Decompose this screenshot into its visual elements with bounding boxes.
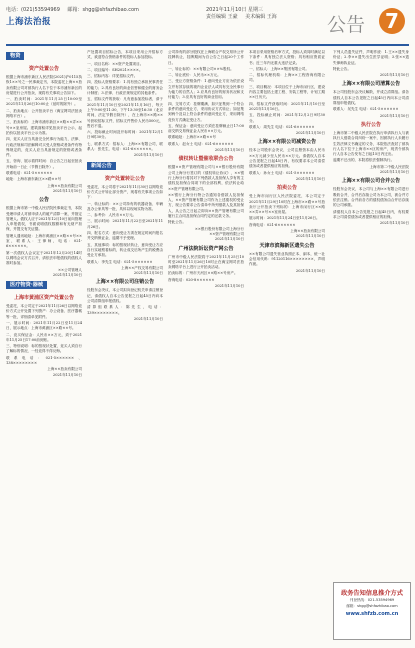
notice-signature: 上海××拍卖有限公司 2021年11月10日 bbox=[47, 367, 82, 377]
notice-paragraph: 联系电话：021-5××××××、138×××××××× bbox=[6, 355, 82, 366]
notice-signature: 2021年11月10日 bbox=[214, 283, 244, 288]
notice-paragraph: 联系人：赵女士 电话：021-6×××××× bbox=[168, 141, 234, 146]
notice-paragraph: 联系电话：021-5×××××× bbox=[6, 171, 53, 176]
notice-signature: 2021年11月10日 bbox=[295, 268, 325, 273]
notice-paragraph: 根据上海市浦东新区人民法院(2021)沪0115执恢1××号之一民事裁定书，本院委托上海××拍卖有限公司对被执行人名下位于本市浦东新区的房屋进行公开拍卖，现将有关事项公告如下。 bbox=[6, 75, 82, 95]
notice-paragraph: 五、咨询、展示看样时间：自公告之日起至拍卖开始前一日止（节假日除外）。 bbox=[6, 159, 82, 169]
notice-paragraph: 广州市中级人民法院将于2021年11月25日10时至2021年11月26日10时止在淘宝网司法拍卖网络平台上进行公开拍卖活动。 bbox=[168, 254, 244, 270]
notice-paragraph: 本项目采用资格后审方式，投标人须同时满足以下条件：具有独立法人资格；具有相应资质证书；近三年内无重大违法记录。 bbox=[249, 50, 325, 65]
notice-signature: 2021年11月10日 bbox=[379, 221, 409, 226]
notice-heading: 债权转让暨催收联合公告 bbox=[178, 156, 234, 163]
notice-paragraph: 三、受让方资格条件：1.意向受让方应为依法设立并有效存续的境内企业法人或具有完全民事行为能力的自然人；2.应具有良好的财务状况和支付能力；3.应具有良好的商业信用。 bbox=[168, 79, 244, 100]
notice-paragraph: 上海市第二中级人民法院在执行申请执行人与被执行人借款合同纠纷一案中，因被执行人未履行生效法律文书确定的义务，本院依法查封了被执行人名下位于上海市××区的房产，现责令被执行人自本公告发布之日起15日内迁出。 bbox=[333, 130, 409, 157]
column-4 bbox=[249, 50, 325, 640]
notice-paragraph: 三、项目概况：本项目位于上海市闵行区，建设内容主要包括土建工程、安装工程等，计划工期××日历天。 bbox=[249, 84, 325, 100]
notice-paragraph: 联系地址：上海市××路××号 bbox=[168, 135, 216, 140]
notice-paragraph: 联系人：吴先生 电话：021-5×××××× bbox=[333, 107, 399, 112]
header-editor: 责任编辑 王豪 bbox=[206, 14, 238, 20]
notice-paragraph: 地址：上海市浦东新区××路××号 bbox=[6, 177, 62, 182]
notice-paragraph: 二、拍卖地点：公开拍卖平台（淘宝网司法拍卖网络平台）。 bbox=[6, 108, 82, 119]
notice-heading: 公告 bbox=[38, 197, 49, 204]
notice-signature: 2021年11月10日 bbox=[379, 113, 409, 118]
notice-paragraph: 四、招标文件获取时间：2021年11月10日至2021年11月16日。 bbox=[249, 101, 325, 111]
notice-paragraph: 二、招标代理机构：上海××工程咨询有限公司。 bbox=[249, 73, 325, 83]
notice-paragraph: 五、保证金：意向受让方须在挂牌截止日17:00前交纳交易保证金人民币××万元。 bbox=[168, 123, 244, 134]
notice-heading: 拍卖公告 bbox=[276, 185, 297, 192]
notice-paragraph: 四、投标人资格要求：1.具有独立承担民事责任的能力；2.具有良好的商业信誉和健全的财务会计制度；3.法律、行政法规规定的其他条件。 bbox=[87, 80, 163, 96]
ad-hotline: 刊登热线：021-53594969 bbox=[349, 598, 395, 602]
notice-heading: 天津市滨海新区遗失公告 bbox=[259, 242, 315, 249]
notice-paragraph: 二、竞买保证金：人民币××万元，须于2021年11月25日17:00前到账。 bbox=[6, 332, 82, 342]
notice-paragraph: 四、报名方式：意向受让方须在规定时间内报名并交纳保证金，逾期不予受理。 bbox=[87, 231, 163, 241]
notice-heading: 资产处置转让公告 bbox=[104, 175, 145, 182]
notice-paragraph: 公司持有的部分股权在上海联合产权交易所公开挂牌转让，挂牌期间为自公告之日起20个工作日。 bbox=[168, 50, 244, 65]
section-title: 公告 bbox=[327, 14, 366, 36]
notice-signature: 上海××拍卖有限公司 2021年11月10日 bbox=[290, 229, 325, 239]
column-1 bbox=[6, 50, 82, 640]
notice-paragraph: 三、展示时间：2021年11月22日至2021年11月26日。 bbox=[87, 219, 163, 229]
notice-paragraph: 请债权人自本公告见报之日起45日内，有权要求公司清偿债务或者提供相应的担保。 bbox=[333, 209, 409, 219]
section-tag: 物资 bbox=[6, 52, 24, 60]
notice-paragraph: 三、特别说明：标的按现状处置，竞买人须自行了解标的情况，一经竞得不得反悔。 bbox=[6, 344, 82, 354]
column-2 bbox=[87, 50, 163, 640]
notice-paragraph: 五、投标截止时间：2021年12月2日9时30分。 bbox=[249, 113, 325, 123]
section-tag: 新闻公告 bbox=[87, 162, 116, 170]
notice-signature: ××银行股份有限公司上海分行 ××资产管理有限公司 2021年11月10日 bbox=[194, 226, 244, 242]
notice-paragraph: 三、拍卖标的：上海市浦东新区××路××弄××号××室房屋。建筑面积详见拍卖平台公示，起拍价以拍卖平台公示为准。 bbox=[6, 120, 82, 135]
notice-paragraph: 下列人员遗失证件，声明作废：1.王××遗失身份证；2.李××遗失出生医学证明；3.张××遗失律师执业证。 bbox=[333, 50, 409, 65]
notice-paragraph: 受委托，本公司定于2021年11月26日以网络竞价方式公开处置下列资产：办公设备、医疗器械等一批，详细清单见附件。 bbox=[6, 304, 82, 319]
notice-paragraph: 六、投标截止时间及开标时间：2021年12月1日9时30分。 bbox=[87, 130, 163, 140]
notice-heading: 上海××有限公司合并公告 bbox=[341, 178, 401, 185]
notice-heading: 上海××有限公司减资公告 bbox=[257, 139, 317, 146]
header-date: 2021年11月10日 星期三 bbox=[206, 7, 264, 13]
notice-paragraph: 一、项目名称：××资产处置项目。 bbox=[87, 61, 144, 66]
notice-paragraph: 一、转让标的：××公司持有的机器设备、车辆及办公家具等一批，具体以现场实物为准。 bbox=[87, 201, 163, 211]
ad-website-link[interactable]: www.shfzb.com.cn bbox=[345, 611, 399, 617]
notice-paragraph: 七、联系方式：招标人：上海××有限公司，联系人：张先生，电话：021-6××××××。 bbox=[87, 141, 163, 152]
notice-paragraph: 联系人：孙女士 电话：021-5×××××× bbox=[249, 170, 315, 175]
column-5 bbox=[333, 50, 409, 580]
notice-paragraph: 四、交易方式：挂牌期满，如只征集到一个符合条件的意向受让方，采用协议方式转让；如征集到两个及以上符合条件的意向受让方，采用网络竞价方式确定受让方。 bbox=[168, 101, 244, 122]
notice-heading: 广州法院诉讼资产网公告 bbox=[178, 245, 234, 252]
notice-paragraph: 经股东会决议，本公司拟向登记机关申请注销登记，请债权人自本公告见报之日起45日内向本公司清算组申报债权。 bbox=[87, 288, 163, 303]
header-email: 邮箱：shgg@shfazhibao.com bbox=[67, 7, 139, 13]
notice-paragraph: 咨询电话：021-6×××××× bbox=[249, 222, 296, 227]
notice-heading: 资产处置公告 bbox=[28, 66, 59, 72]
notice-paragraph: 二、参考价：人民币××万元。 bbox=[87, 213, 137, 218]
notice-paragraph: ××银行上海分行特公告通知各借款人及担保人，××资产管理有限公司作为上述债权的受让方，现公告要求公告清单中所列借款人及其担保人，从公告之日起立即向××资产管理有限公司履行主合同及担保合同约定的还款义务。 bbox=[168, 192, 244, 219]
ad-email: 邮箱：shgg@shfazhibao.com bbox=[346, 604, 398, 608]
page-number-badge: 7 bbox=[379, 8, 405, 34]
notice-signature: 2021年11月10日 bbox=[133, 316, 163, 321]
notice-signature: 2021年11月10日 bbox=[133, 153, 163, 158]
notice-paragraph: ××有限公司遗失营业执照正本、副本，统一社会信用代码：91120116××××××××，声明作废。 bbox=[249, 251, 325, 267]
notice-signature: 2021年11月10日 bbox=[295, 176, 325, 181]
notice-paragraph: 一、展示时间：2021年11月22日至11月24日，展示地点：上海市黄浦区××路××号。 bbox=[6, 320, 82, 331]
notice-paragraph: 一、拍卖时间：2021年11月25日10:00至2021年11月26日10:00止（延时的除外）。 bbox=[6, 97, 82, 107]
notice-paragraph: 一、招标人：上海××集团有限公司。 bbox=[249, 66, 309, 71]
notice-paragraph: 二、转让底价：人民币××万元。 bbox=[168, 73, 221, 78]
notice-paragraph: 经股东会决议，本公司与上海××有限公司进行吸收合并，合并后存续公司为本公司，被合并方依法注销。合并前各方的债权债务由合并后存续的公司承继。 bbox=[333, 187, 409, 208]
advertisement-box bbox=[333, 582, 411, 640]
notice-signature: 2021年11月10日 bbox=[379, 73, 409, 78]
header-phone: 电话：(021)53594969 bbox=[6, 7, 60, 13]
section-masthead bbox=[327, 6, 405, 42]
header-design: 美术编辑 王海 bbox=[245, 14, 277, 20]
notice-paragraph: 管理人通讯地址：上海市黄浦区××路××号××室，联系人：王律师，电话：021-6××××××。 bbox=[6, 233, 82, 249]
page-header bbox=[6, 4, 409, 44]
notice-paragraph: 五、招标文件的获取：凡有意参加投标者，请于2021年11月10日至2021年11月16日，每天上午9:00至11:30，下午13:30至16:30（北京时间，法定节假日除外），在上海市××路××号获取招标文件，招标文件售价人民币500元，售后不退。 bbox=[87, 97, 163, 128]
notice-paragraph: 清算组联系人：陈先生，电话：139××××××××。 bbox=[87, 305, 163, 315]
notice-signature: 2021年11月10日 bbox=[214, 148, 244, 153]
header-rule bbox=[6, 44, 409, 46]
column-3 bbox=[168, 50, 244, 640]
notice-paragraph: 产处置项目招标公告，本项目采用公开招标方式，欢迎符合资格条件的投标人参加投标。 bbox=[87, 50, 163, 60]
notice-heading: 上海××有限公司注销公告 bbox=[95, 279, 155, 286]
notice-paragraph: 四、竞买人应当具备完全民事行为能力，法律、行政法规和司法解释对买受人资格或者条件有特殊规定的，竞买人应当具备规定的资格或者条件。 bbox=[6, 137, 82, 158]
notice-paragraph: 受上海市闵行区人民法院委托，本公司定于2021年11月29日10时在上海市××路××号拍卖厅公开拍卖下列标的：上海市闵行区××路××弄××号××室房屋。 bbox=[249, 194, 325, 215]
notice-signature: 2021年11月10日 bbox=[295, 131, 325, 136]
notice-heading: 上海××有限公司清算公告 bbox=[341, 81, 401, 88]
notice-signature: ××公司管理人 2021年11月10日 bbox=[52, 267, 82, 277]
notice-paragraph: 第一次债权人会议定于2021年12月20日14时以网络会议方式召开，请依法申报债权的债权人准时参加。 bbox=[6, 250, 82, 266]
notice-paragraph: 拍卖标的：广州市天河区××路××号房产。 bbox=[168, 271, 238, 276]
notice-paragraph: 三、招标内容：详见招标文件。 bbox=[87, 74, 138, 79]
notice-signature: 上海市第二中级人民法院 2021年11月10日 bbox=[369, 164, 409, 175]
notice-signature: 上海××拍卖有限公司 2021年11月10日 bbox=[47, 183, 82, 193]
section-tag: 医疗物资·器械 bbox=[6, 281, 47, 289]
notice-paragraph: 本公司经股东会决议解散，并成立清算组。请各债权人自本公告见报之日起45日内向本公司清算组申报债权。 bbox=[333, 90, 409, 106]
notice-paragraph: 逾期不迁出的，本院将依法强制执行。 bbox=[333, 158, 395, 163]
notice-paragraph: 二、项目编号：SH2021××××。 bbox=[87, 67, 143, 72]
notice-paragraph: 咨询电话：020-8×××××× bbox=[168, 277, 215, 282]
ad-title: 政务告知信息推介方式 bbox=[341, 590, 403, 597]
notice-paragraph: 特此公告。 bbox=[168, 220, 186, 225]
notice-paragraph: 联系人：周先生 电话：021-6×××××× bbox=[249, 124, 315, 129]
notice-signature: 上海××产权交易有限公司 2021年11月10日 bbox=[121, 265, 163, 276]
notice-paragraph: 联系人：李先生 电话：021-5×××××× bbox=[87, 259, 153, 264]
notice-paragraph: 根据上海市第一中级人民法院民事裁定书，本院受理申请人对被申请人的破产清算一案，并指定管理人。债权人应于2021年12月10日前向管理人申报债权，书面说明债权数额和有无财产担保，并提交有关证据。 bbox=[6, 206, 82, 232]
notice-paragraph: 受委托，本公司将于2021年11月30日以网络竞价方式公开转让部分资产，现将有关事项公告如下： bbox=[87, 184, 163, 200]
notice-paragraph: 特此公告。 bbox=[333, 66, 351, 71]
notice-heading: 执行公告 bbox=[360, 121, 381, 128]
notice-paragraph: 根据××资产管理有限公司与××银行股份有限公司上海分行签订的《债权转让协议》，××银行上海分行将其对下列借款人及担保人享有的主债权及担保合同项下的全部权利，依法转让给××资产管理有限公司。 bbox=[168, 165, 244, 191]
notice-heading: 上海市黄浦区资产处置公告 bbox=[13, 295, 74, 302]
notice-paragraph: 经本公司股东会决议，公司注册资本由人民币××万元减少至人民币××万元。请债权人自本公告见报之日起45日内，有权要求本公司清偿债务或者提供相应的担保。 bbox=[249, 148, 325, 169]
notice-paragraph: 五、其他事项：标的按现状转让，意向受让方应自行实地察看标的，转让成交后所产生的税费由受让方承担。 bbox=[87, 242, 163, 258]
notice-paragraph: 一、转让标的：××有限公司××%股权。 bbox=[168, 66, 234, 71]
newspaper-logo: 上海法治报 bbox=[6, 17, 52, 27]
notice-paragraph: 展示时间：2021年11月24日至11月26日。 bbox=[249, 216, 320, 221]
